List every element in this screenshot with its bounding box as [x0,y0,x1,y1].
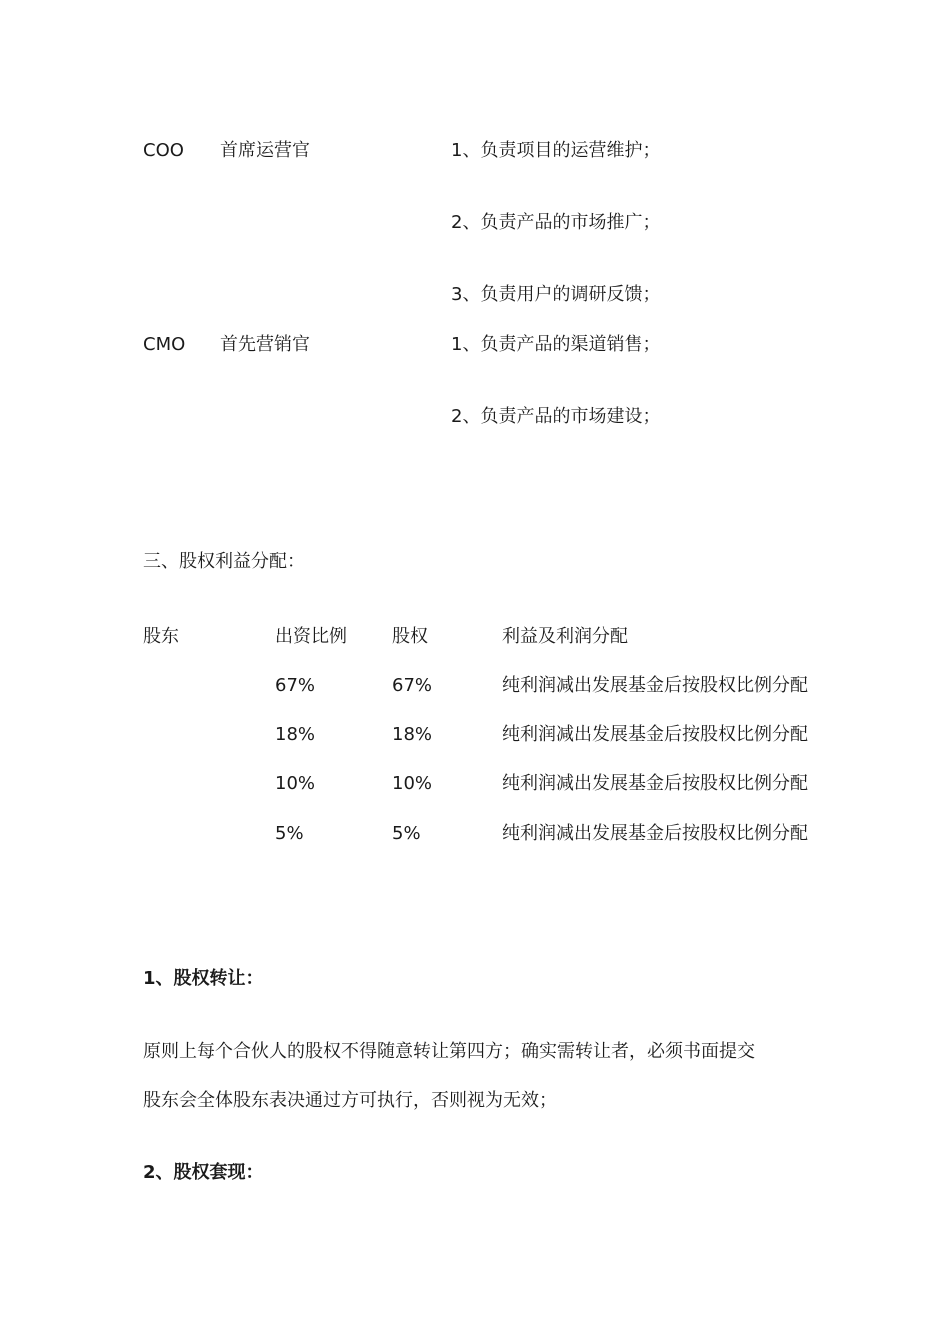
header-equity: 股权 [392,626,428,647]
cell-capital: 67% [275,675,316,696]
cell-equity: 67% [392,675,433,696]
cell-distribution: 纯利润减出发展基金后按股权比例分配 [502,675,808,696]
role-duty: 1、负责产品的渠道销售； [451,334,661,355]
role-duty: 2、负责产品的市场推广； [451,212,661,233]
cell-equity: 5% [392,823,421,844]
transfer-paragraph-line: 股东会全体股东表决通过方可执行，否则视为无效； [143,1090,557,1111]
role-duty: 2、负责产品的市场建设； [451,406,661,427]
role-abbr: CMO [143,334,186,355]
role-title: 首席运营官 [220,140,310,161]
role-abbr: COO [143,140,184,161]
header-capital: 出资比例 [275,626,347,647]
section-heading: 三、股权利益分配： [143,551,305,572]
role-duty: 3、负责用户的调研反馈； [451,284,661,305]
transfer-heading: 1、股权转让： [143,968,264,989]
cashout-heading: 2、股权套现： [143,1162,264,1183]
cell-capital: 10% [275,773,316,794]
header-shareholder: 股东 [143,626,179,647]
cell-distribution: 纯利润减出发展基金后按股权比例分配 [502,773,808,794]
transfer-paragraph-line: 原则上每个合伙人的股权不得随意转让第四方；确实需转让者，必须书面提交 [143,1041,755,1062]
cell-distribution: 纯利润减出发展基金后按股权比例分配 [502,724,808,745]
cell-capital: 5% [275,823,304,844]
cell-equity: 18% [392,724,433,745]
cell-capital: 18% [275,724,316,745]
role-duty: 1、负责项目的运营维护； [451,140,661,161]
cell-distribution: 纯利润减出发展基金后按股权比例分配 [502,823,808,844]
header-distribution: 利益及利润分配 [502,626,628,647]
role-title: 首先营销官 [220,334,310,355]
cell-equity: 10% [392,773,433,794]
